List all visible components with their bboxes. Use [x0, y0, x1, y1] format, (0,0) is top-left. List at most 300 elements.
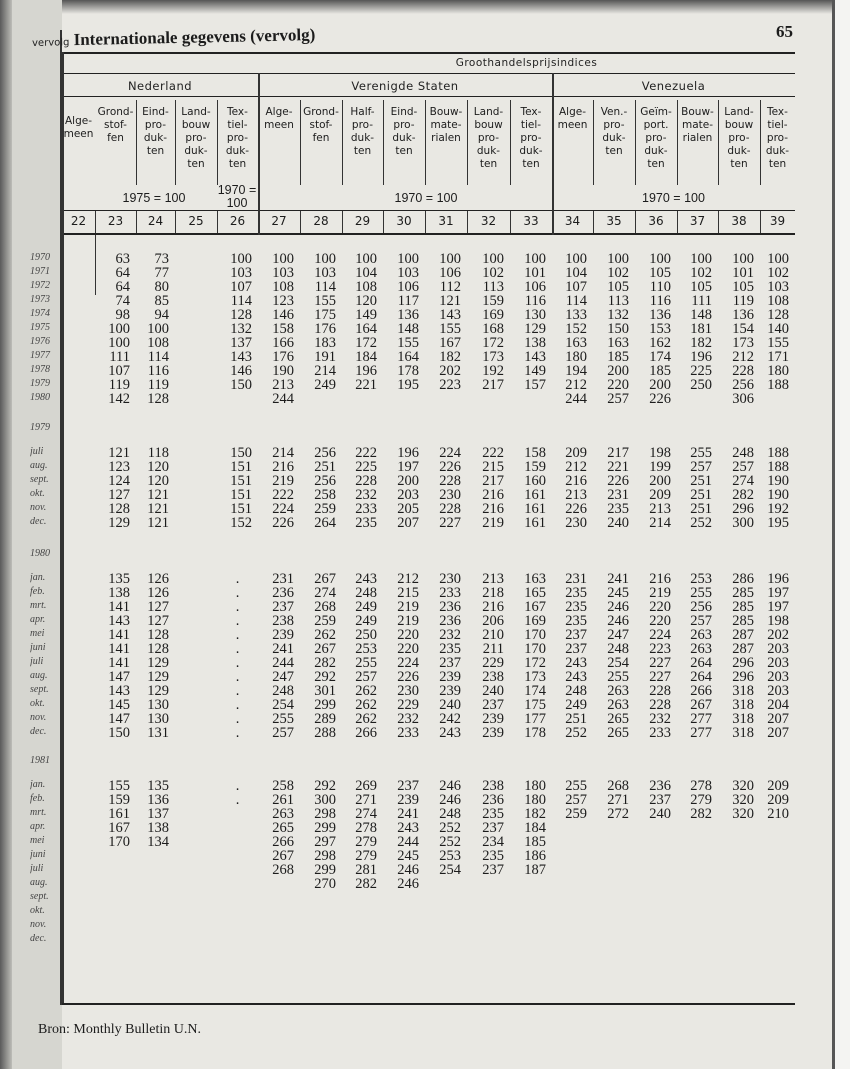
table-cell: 257	[355, 669, 377, 685]
table-cell: 167	[439, 335, 461, 351]
table-cell: 235	[565, 613, 587, 629]
table-cell: 237	[397, 778, 419, 794]
column-header: Alge- meen	[557, 106, 588, 131]
table-cell: .	[235, 792, 240, 808]
table-row	[62, 516, 795, 530]
table-cell: 249	[355, 599, 377, 615]
table-cell: 247	[607, 627, 629, 643]
table-cell: 250	[690, 377, 712, 393]
table-cell: 270	[314, 876, 336, 892]
table-cell: 150	[607, 321, 629, 337]
table-cell: 151	[230, 459, 252, 475]
table-cell	[175, 336, 217, 350]
table-cell: 271	[355, 792, 377, 808]
table-cell: 202	[439, 363, 461, 379]
table-cell: 155	[314, 293, 336, 309]
table-cell: 216	[272, 459, 294, 475]
table-cell	[635, 849, 677, 863]
table-cell: 151	[230, 501, 252, 517]
block-heading: 1979	[30, 422, 50, 433]
table-cell: 240	[439, 697, 461, 713]
row-label: dec.	[30, 933, 47, 944]
table-cell: 255	[355, 655, 377, 671]
table-cell: 121	[147, 501, 169, 517]
table-cell: 161	[108, 806, 130, 822]
table-cell: 100	[108, 335, 130, 351]
row-label: apr.	[30, 821, 46, 832]
table-cell	[175, 572, 217, 586]
table-row	[62, 572, 795, 586]
table-cell: 251	[314, 459, 336, 475]
table-cell: 155	[767, 335, 789, 351]
table-cell: 220	[649, 613, 671, 629]
table-cell: .	[235, 697, 240, 713]
table-cell: 240	[607, 515, 629, 531]
table-cell	[62, 322, 95, 336]
table-cell: 266	[355, 725, 377, 741]
table-cell: 210	[482, 627, 504, 643]
table-cell	[677, 877, 718, 891]
table-cell: 100	[649, 251, 671, 267]
group-verenigde-staten: Verenigde Staten	[351, 79, 459, 93]
table-cell: 218	[482, 585, 504, 601]
table-cell: 160	[524, 473, 546, 489]
table-cell: 195	[397, 377, 419, 393]
table-row	[62, 670, 795, 684]
table-cell: 244	[272, 655, 294, 671]
table-cell: 143	[230, 349, 252, 365]
table-cell: 101	[524, 265, 546, 281]
table-cell: 267	[272, 848, 294, 864]
table-cell: 129	[524, 321, 546, 337]
table-cell: 162	[649, 335, 671, 351]
super-heading: Groothandelsprijsindices	[455, 57, 598, 69]
column-header: Tex- tiel- pro- duk- ten	[519, 106, 543, 170]
table-cell: 297	[314, 834, 336, 850]
table-cell: 100	[108, 321, 130, 337]
table-cell: 219	[397, 613, 419, 629]
table-cell	[175, 628, 217, 642]
table-cell: 207	[397, 515, 419, 531]
group-divider	[258, 73, 260, 235]
table-cell: 180	[524, 792, 546, 808]
table-cell: 212	[565, 459, 587, 475]
table-cell: 169	[524, 613, 546, 629]
table-cell: 279	[355, 848, 377, 864]
row-label: aug.	[30, 670, 48, 681]
table-cell: .	[235, 683, 240, 699]
table-cell: 238	[482, 778, 504, 794]
table-cell: 264	[690, 655, 712, 671]
table-cell: 268	[272, 862, 294, 878]
rule	[62, 210, 795, 211]
table-cell: 246	[439, 792, 461, 808]
table-cell: 251	[690, 473, 712, 489]
table-cell	[62, 446, 95, 460]
table-cell: 253	[439, 848, 461, 864]
table-cell: 100	[482, 251, 504, 267]
table-cell: 102	[607, 265, 629, 281]
table-cell: 181	[690, 321, 712, 337]
table-cell: 121	[439, 293, 461, 309]
table-cell: 202	[767, 627, 789, 643]
table-cell: 152	[565, 321, 587, 337]
table-cell	[62, 392, 95, 406]
column-header: Bouw- mate- rialen	[681, 106, 714, 144]
table-cell: 318	[732, 711, 754, 727]
table-cell: 237	[482, 820, 504, 836]
table-cell: 163	[607, 335, 629, 351]
group-divider	[552, 73, 554, 235]
table-cell: 142	[108, 391, 130, 407]
table-row	[62, 807, 795, 821]
table-cell: 233	[397, 725, 419, 741]
table-cell: 262	[355, 683, 377, 699]
table-cell: 282	[314, 655, 336, 671]
row-label: 1975	[30, 322, 50, 333]
table-cell: 199	[649, 459, 671, 475]
table-cell: 138	[524, 335, 546, 351]
table-cell: 213	[482, 571, 504, 587]
table-cell	[718, 821, 760, 835]
table-cell: 64	[115, 279, 130, 295]
table-cell: 227	[649, 655, 671, 671]
table-cell: 170	[108, 834, 130, 850]
table-cell: 256	[314, 445, 336, 461]
table-cell: 299	[314, 820, 336, 836]
table-cell: 196	[397, 445, 419, 461]
column-header: Eind- pro- duk- ten	[390, 106, 418, 157]
table-cell: 282	[732, 487, 754, 503]
table-cell: 103	[397, 265, 419, 281]
table-cell	[95, 877, 136, 891]
column-header: Half- pro- duk- ten	[350, 106, 375, 157]
table-cell	[62, 779, 95, 793]
table-cell: 249	[314, 377, 336, 393]
table-cell: 184	[355, 349, 377, 365]
table-cell: 204	[767, 697, 789, 713]
table-row	[62, 821, 795, 835]
table-cell: 138	[108, 585, 130, 601]
table-cell: 130	[147, 697, 169, 713]
table-cell: 229	[482, 655, 504, 671]
table-cell: 226	[439, 459, 461, 475]
table-cell: 132	[230, 321, 252, 337]
table-cell: 220	[397, 627, 419, 643]
table-cell	[62, 863, 95, 877]
table-cell: 203	[767, 641, 789, 657]
table-cell: 243	[397, 820, 419, 836]
table-cell: 246	[607, 613, 629, 629]
table-cell: 234	[482, 834, 504, 850]
table-cell: 244	[565, 391, 587, 407]
table-cell: 239	[439, 669, 461, 685]
table-cell: 100	[767, 251, 789, 267]
table-cell: .	[235, 613, 240, 629]
table-cell: 238	[272, 613, 294, 629]
table-cell: 237	[565, 627, 587, 643]
table-cell: 258	[314, 487, 336, 503]
table-row	[62, 364, 795, 378]
table-cell	[718, 863, 760, 877]
table-cell	[635, 821, 677, 835]
table-row	[62, 656, 795, 670]
table-cell: 267	[690, 697, 712, 713]
table-cell: 216	[565, 473, 587, 489]
table-cell: 150	[230, 377, 252, 393]
table-cell: 151	[230, 473, 252, 489]
table-cell: 183	[314, 335, 336, 351]
table-cell: 222	[482, 445, 504, 461]
table-cell: 100	[607, 251, 629, 267]
table-cell	[425, 392, 467, 406]
table-cell: 248	[732, 445, 754, 461]
table-cell	[175, 793, 217, 807]
table-cell: 285	[732, 585, 754, 601]
table-cell: 127	[108, 487, 130, 503]
table-cell: 265	[607, 711, 629, 727]
table-cell: 103	[230, 265, 252, 281]
table-cell: 158	[272, 321, 294, 337]
column-header: Tex- tiel- pro- duk- ten	[225, 106, 250, 170]
table-cell: 306	[732, 391, 754, 407]
row-label: sept.	[30, 891, 49, 902]
table-cell: 215	[397, 585, 419, 601]
table-cell: 119	[108, 377, 130, 393]
table-cell: 282	[355, 876, 377, 892]
table-cell	[62, 252, 95, 266]
table-cell: 153	[649, 321, 671, 337]
table-cell: 130	[147, 711, 169, 727]
column-header: Land- bouw pro- duk- ten	[724, 106, 754, 170]
table-cell: 257	[272, 725, 294, 741]
table-cell: 243	[565, 655, 587, 671]
table-cell: 143	[108, 613, 130, 629]
column-number: 31	[438, 214, 454, 228]
row-label: juni	[30, 642, 46, 653]
table-cell: 214	[649, 515, 671, 531]
table-row	[62, 266, 795, 280]
table-cell: 107	[230, 279, 252, 295]
column-header: Tex- tiel- pro- duk- ten	[765, 106, 790, 170]
table-cell: 103	[314, 265, 336, 281]
table-cell: 232	[439, 627, 461, 643]
table-cell: 108	[767, 293, 789, 309]
table-cell	[217, 392, 258, 406]
column-header: Ven.- pro- duk- ten	[600, 106, 628, 157]
table-cell	[510, 877, 552, 891]
table-cell: 223	[439, 377, 461, 393]
table-cell	[593, 877, 635, 891]
table-cell: 205	[397, 501, 419, 517]
table-cell: 249	[565, 697, 587, 713]
table-cell: 173	[482, 349, 504, 365]
table-cell: 197	[397, 459, 419, 475]
table-cell: 228	[649, 697, 671, 713]
table-cell: 158	[524, 445, 546, 461]
table-cell: 229	[397, 697, 419, 713]
table-cell: 212	[732, 349, 754, 365]
table-cell: 263	[607, 697, 629, 713]
table-cell: 120	[355, 293, 377, 309]
table-row	[62, 684, 795, 698]
table-cell: 259	[565, 806, 587, 822]
table-cell: 320	[732, 806, 754, 822]
table-cell: 248	[355, 585, 377, 601]
row-label: mrt.	[30, 600, 47, 611]
table-cell: 240	[649, 806, 671, 822]
table-cell: 188	[767, 459, 789, 475]
column-number: 32	[480, 214, 497, 228]
table-cell: 292	[314, 669, 336, 685]
table-cell: 279	[355, 834, 377, 850]
table-cell: 126	[147, 571, 169, 587]
table-cell: 227	[439, 515, 461, 531]
table-cell: 111	[109, 349, 130, 365]
table-cell: 130	[524, 307, 546, 323]
table-cell: 278	[690, 778, 712, 794]
table-cell: 185	[607, 349, 629, 365]
row-label: 1978	[30, 364, 50, 375]
table-cell: 128	[108, 501, 130, 517]
table-cell: 254	[607, 655, 629, 671]
table-cell	[62, 793, 95, 807]
row-label: mei	[30, 628, 45, 639]
table-cell: 241	[607, 571, 629, 587]
table-cell: 320	[732, 778, 754, 794]
table-cell	[552, 877, 593, 891]
table-cell: 210	[767, 806, 789, 822]
table-cell: 237	[272, 599, 294, 615]
table-cell: 163	[524, 571, 546, 587]
table-cell	[760, 849, 795, 863]
table-cell: 107	[565, 279, 587, 295]
table-cell: 250	[355, 627, 377, 643]
table-cell	[62, 308, 95, 322]
table-cell: 252	[565, 725, 587, 741]
table-cell	[175, 821, 217, 835]
table-cell: 235	[482, 848, 504, 864]
table-cell: 256	[732, 377, 754, 393]
table-cell: 163	[565, 335, 587, 351]
column-number: 35	[606, 214, 622, 228]
table-cell	[258, 877, 300, 891]
table-cell: 129	[147, 683, 169, 699]
table-cell: 131	[147, 725, 169, 741]
table-cell: 114	[147, 349, 169, 365]
table-cell: 100	[147, 321, 169, 337]
table-cell	[342, 392, 383, 406]
table-cell: 249	[355, 613, 377, 629]
table-cell: 110	[649, 279, 671, 295]
table-cell: 215	[482, 459, 504, 475]
table-cell	[62, 572, 95, 586]
table-cell: 149	[524, 363, 546, 379]
table-cell: 320	[732, 792, 754, 808]
row-label: 1976	[30, 336, 50, 347]
table-row	[62, 446, 795, 460]
table-cell: 198	[649, 445, 671, 461]
table-cell	[175, 392, 217, 406]
table-cell: 230	[565, 515, 587, 531]
table-cell: 200	[607, 363, 629, 379]
table-cell: 121	[108, 445, 130, 461]
table-cell	[467, 877, 510, 891]
table-cell: 279	[690, 792, 712, 808]
table-cell	[593, 863, 635, 877]
table-cell: 271	[607, 792, 629, 808]
table-cell: 219	[482, 515, 504, 531]
table-cell: 132	[607, 307, 629, 323]
base-year-nederland: 1975 = 100	[122, 191, 186, 205]
table-cell: 214	[314, 363, 336, 379]
table-cell: 228	[439, 473, 461, 489]
table-cell	[552, 863, 593, 877]
table-cell: 119	[147, 377, 169, 393]
table-cell: 173	[732, 335, 754, 351]
table-cell	[677, 849, 718, 863]
base-year-verenigde-staten: 1970 = 100	[394, 191, 458, 205]
table-cell: 64	[115, 265, 130, 281]
table-cell: 100	[690, 251, 712, 267]
table-cell: 227	[649, 669, 671, 685]
table-cell: 299	[314, 697, 336, 713]
row-label: sept.	[30, 684, 49, 695]
table-row	[62, 252, 795, 266]
table-cell: 232	[355, 487, 377, 503]
table-cell: 121	[147, 487, 169, 503]
table-cell	[760, 877, 795, 891]
table-cell: 207	[767, 725, 789, 741]
row-label: okt.	[30, 698, 45, 709]
table-cell: 226	[607, 473, 629, 489]
table-cell: 239	[397, 792, 419, 808]
table-cell	[635, 863, 677, 877]
table-row	[62, 642, 795, 656]
table-cell: .	[235, 711, 240, 727]
title-text: Internationale gegevens (vervolg)	[73, 25, 316, 50]
table-cell: 141	[108, 641, 130, 657]
table-cell: 104	[565, 265, 587, 281]
table-row	[62, 488, 795, 502]
rule-bottom	[62, 1003, 795, 1005]
table-cell: 161	[524, 501, 546, 517]
table-cell: 296	[732, 655, 754, 671]
table-cell: 196	[355, 363, 377, 379]
table-cell: 170	[524, 627, 546, 643]
table-cell: 216	[482, 599, 504, 615]
table-cell	[175, 460, 217, 474]
table-cell: 209	[565, 445, 587, 461]
table-cell	[718, 835, 760, 849]
table-cell: 235	[565, 585, 587, 601]
table-cell	[677, 392, 718, 406]
table-cell: 133	[565, 307, 587, 323]
table-cell: 251	[690, 487, 712, 503]
table-row	[62, 600, 795, 614]
table-cell	[175, 779, 217, 793]
column-header: Geïm- port. pro- duk- ten	[640, 106, 672, 170]
table-cell	[718, 849, 760, 863]
table-cell: 124	[108, 473, 130, 489]
table-cell	[217, 835, 258, 849]
table-cell	[175, 726, 217, 740]
table-cell: 277	[690, 711, 712, 727]
table-cell: 216	[482, 487, 504, 503]
table-cell: 318	[732, 697, 754, 713]
table-cell: 147	[108, 711, 130, 727]
table-cell: 267	[314, 571, 336, 587]
